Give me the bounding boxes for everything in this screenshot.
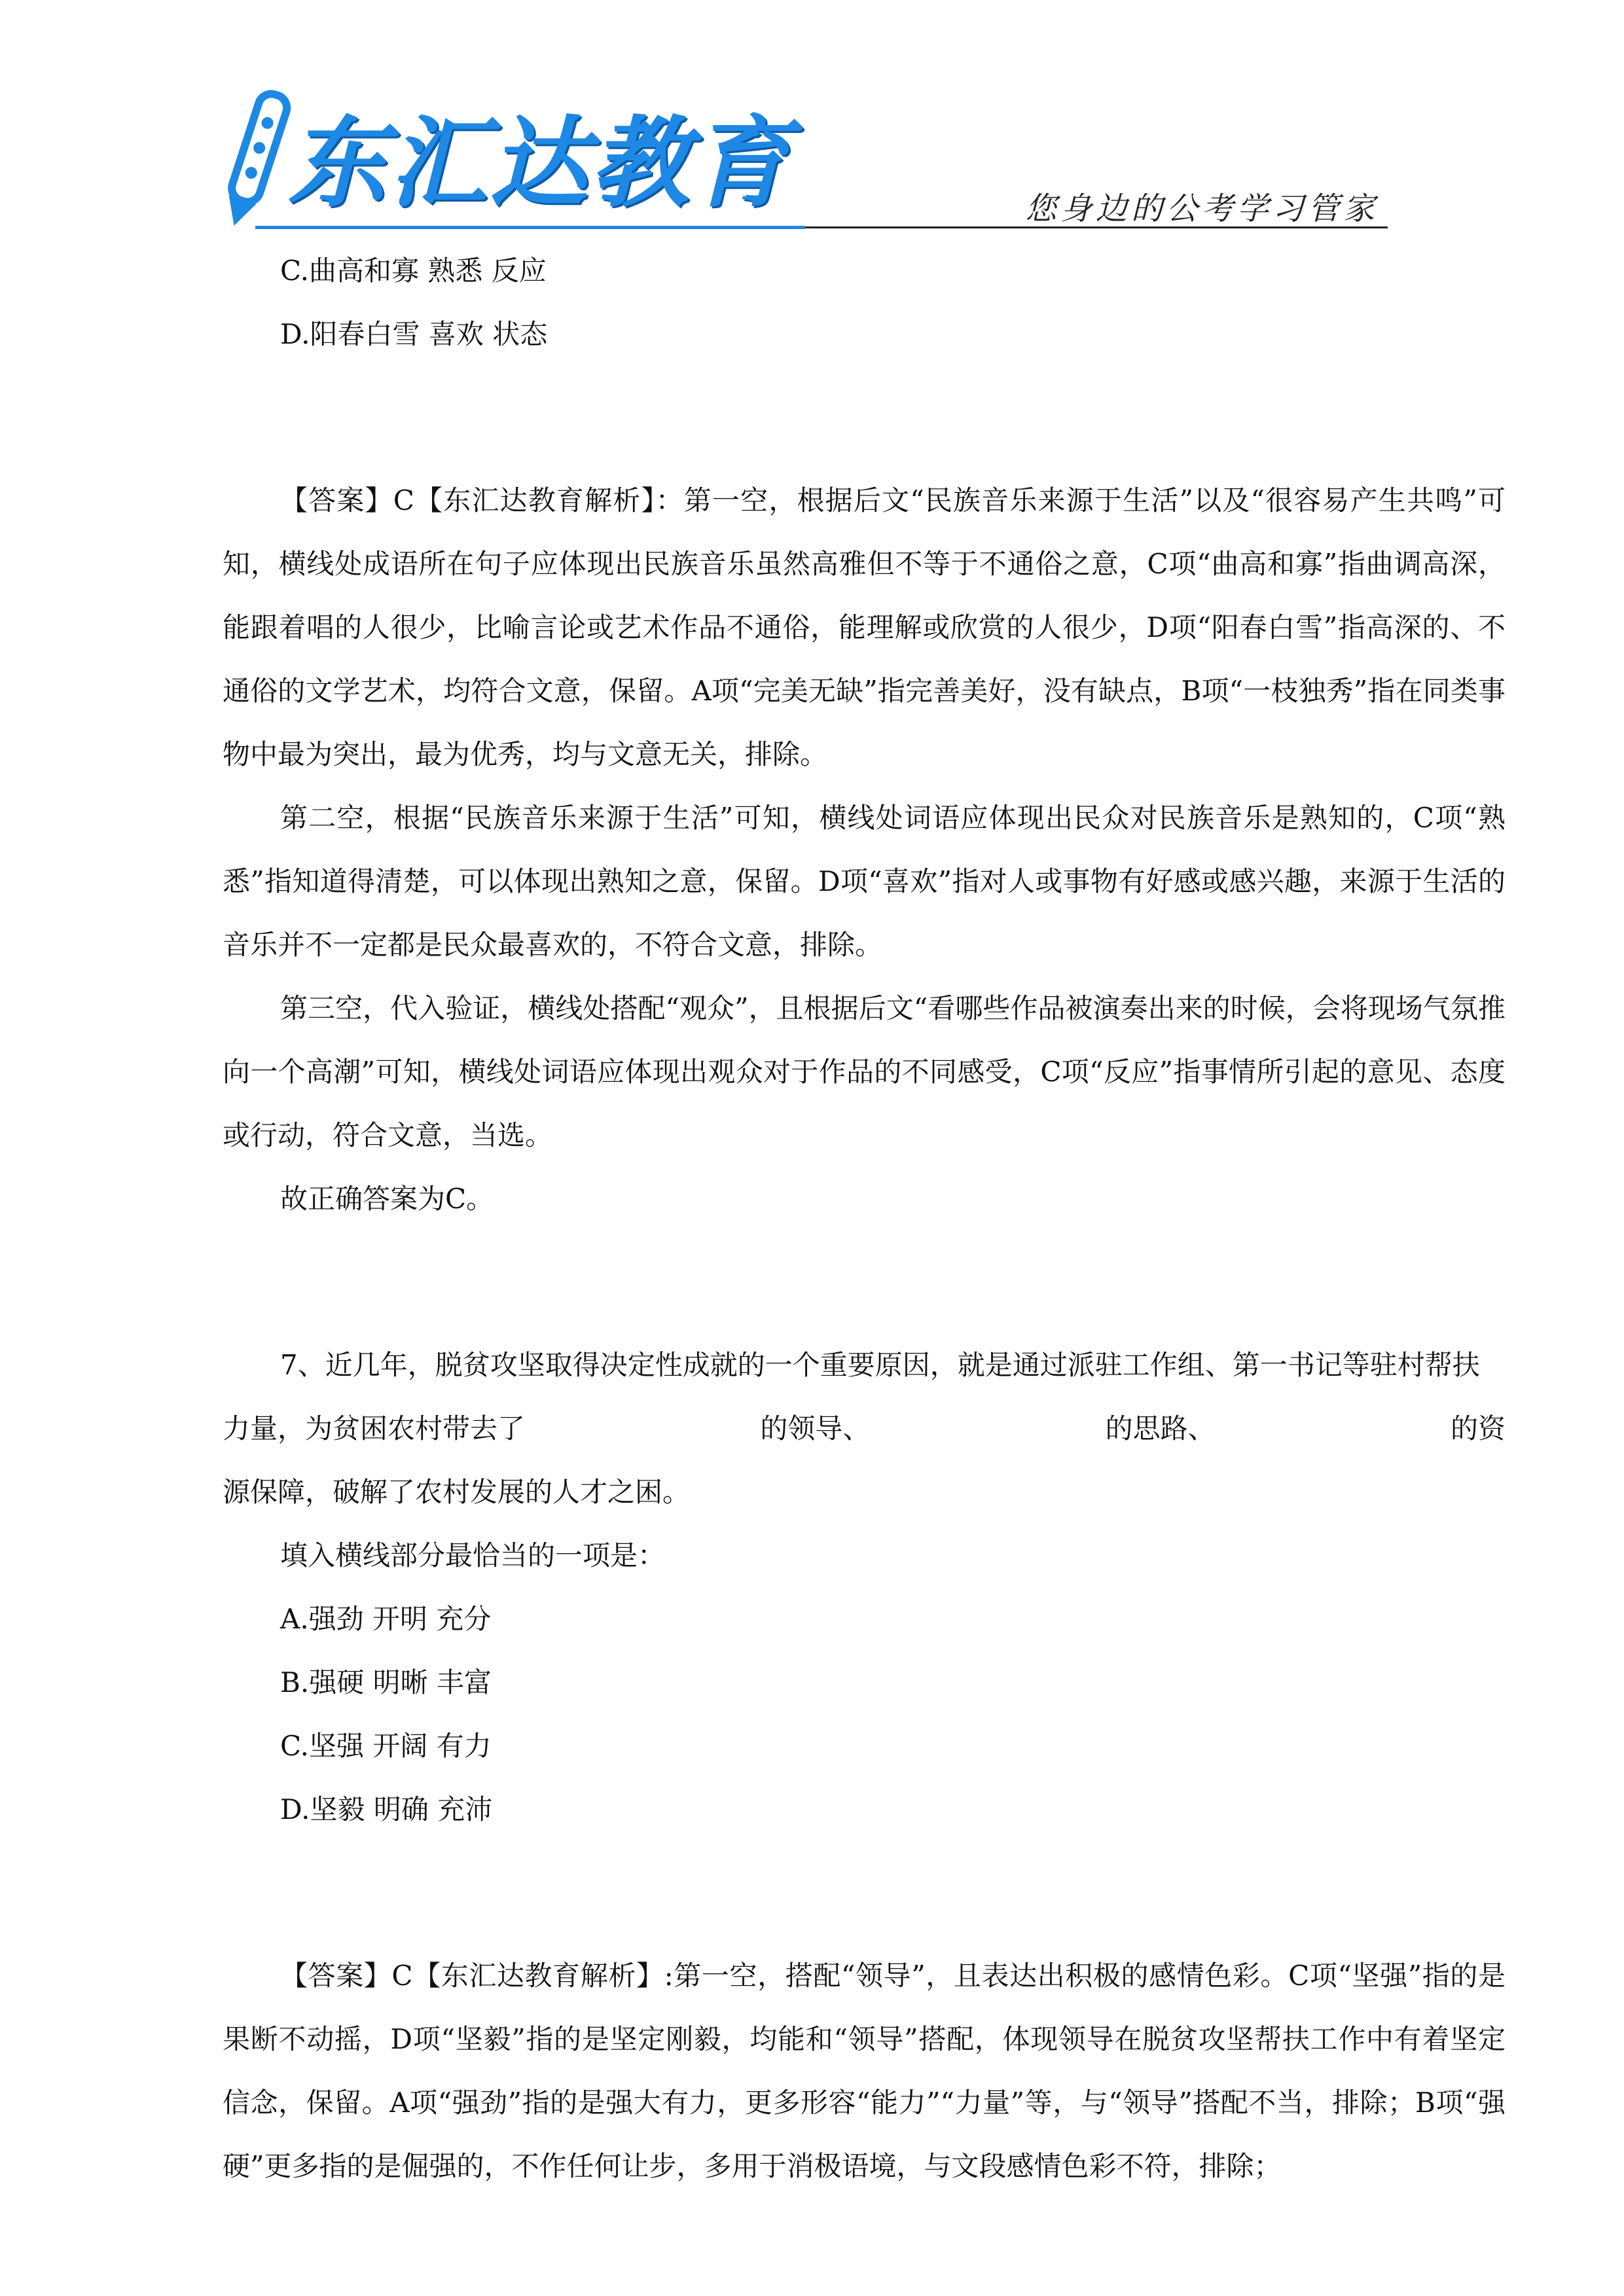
q7-stem-line-2 <box>223 1397 1506 1460</box>
brand-logo <box>216 85 805 236</box>
q7-option-b: B.强硬 明晰 丰富 <box>280 1666 492 1698</box>
q7-stem-segment: 的思路、 <box>1105 1412 1216 1444</box>
brand-name: 东汇达教育 <box>288 107 793 221</box>
q6-option-c: C.曲高和寡 熟悉 反应 <box>280 255 547 287</box>
q7-option-d: D.坚毅 明确 充沛 <box>280 1793 493 1825</box>
pencil-logo-icon <box>216 85 295 236</box>
q7-option-c: C.坚强 开阔 有力 <box>280 1730 492 1762</box>
q6-analysis-paragraph-1: 【答案】C【东汇达教育解析】：第一空，根据后文“民族音乐来源于生活”以及“很容易产生共鸣”可知，横线处成语所在句子应体现出民族音乐虽然高雅但不等于不通俗之意，C项“曲高和寡”指曲调高深，能跟着唱的人很少，比喻言论或艺术作品不通俗，能理解或欣赏的人很少，D项“阳春白雪”指高深的、不通俗的文学艺术，均符合文意，保留。A项“完美无缺”指完善美好，没有缺点，B项“一枝独秀”指在同类事物中最为突出，最为优秀，均与文意无关，排除。 <box>223 484 1506 770</box>
q6-conclusion: 故正确答案为C。 <box>280 1183 494 1215</box>
q7-analysis-paragraph-1: 【答案】C【东汇达教育解析】:第一空，搭配“领导”，且表达出积极的感情色彩。C项“坚强”指的是果断不动摇，D项“坚毅”指的是坚定刚毅，均能和“领导”搭配，体现领导在脱贫攻坚帮扶工作中有着坚定信念，保留。A项“强劲”指的是强大有力，更多形容“能力”“力量”等，与“领导”搭配不当，排除；B项“强硬”更多指的是倔强的，不作任何让步，多用于消极语境，与文段感情色彩不符，排除； <box>223 1960 1506 2182</box>
spacer <box>223 1294 1506 1333</box>
q7-stem-line-3: 源保障，破解了农村发展的人才之困。 <box>223 1476 691 1508</box>
q7-stem-segment: 力量，为贫困农村带去了 <box>223 1412 526 1444</box>
q7-stem-segment: 的领导、 <box>760 1412 871 1444</box>
q6-analysis-paragraph-3: 第三空，代入验证，横线处搭配“观众”，且根据后文“看哪些作品被演奏出来的时候，会将现场气氛推向一个高潮”可知，横线处词语应体现出观众对于作品的不同感受，C项“反应”指事情所引起的意见、态度或行动，符合文意，当选。 <box>223 992 1506 1151</box>
q6-analysis-paragraph-2: 第二空，根据“民族音乐来源于生活”可知，横线处词语应体现出民众对民族音乐是熟知的，C项“熟悉”指知道得清楚，可以体现出熟知之意，保留。D项“喜欢”指对人或事物有好感或感兴趣，来源于生活的音乐并不一定都是民众最喜欢的，不符合文意，排除。 <box>223 802 1506 961</box>
page-header <box>0 0 1624 249</box>
q7-prompt: 填入横线部分最恰当的一项是： <box>280 1539 666 1571</box>
q7-option-a: A.强劲 开明 充分 <box>280 1603 492 1635</box>
header-slogan: 您身边的公考学习管家 <box>1024 190 1379 227</box>
spacer <box>223 1841 1506 1905</box>
page-content <box>223 239 1506 2198</box>
spacer <box>223 1905 1506 1944</box>
q6-option-d: D.阳春白雪 喜欢 状态 <box>280 318 548 350</box>
spacer <box>223 1230 1506 1294</box>
spacer <box>223 429 1506 469</box>
q7-stem-segment: 的资 <box>1450 1412 1506 1444</box>
q7-stem-line-1: 7、近几年，脱贫攻坚取得决定性成就的一个重要原因，就是通过派驻工作组、第一书记等驻村帮扶 <box>280 1349 1480 1381</box>
header-rule-blue <box>255 226 805 229</box>
spacer <box>223 366 1506 429</box>
